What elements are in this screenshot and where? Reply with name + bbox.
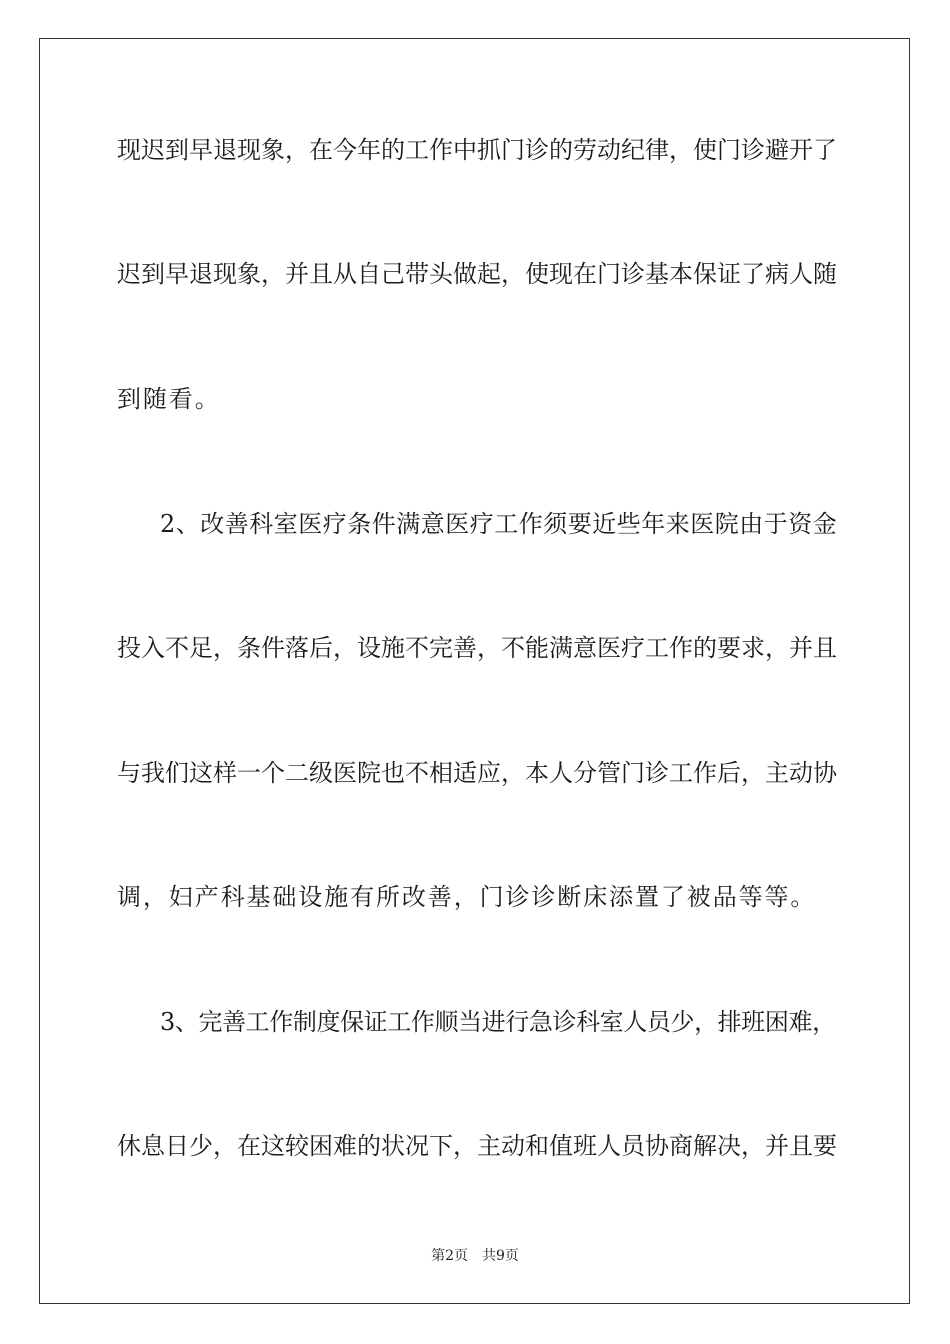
paragraph-first-line: 2、改善科室医疗条件满意医疗工作须要近些年来医院由于资金 — [160, 510, 838, 538]
text-line: 迟到早退现象，并且从自己带头做起，使现在门诊基本保证了病人随 — [117, 260, 837, 288]
text-line: 现迟到早退现象，在今年的工作中抓门诊的劳动纪律，使门诊避开了 — [117, 136, 837, 164]
text-line: 到随看。 — [117, 385, 221, 413]
page-total: 共9页 — [482, 1248, 519, 1264]
text-line: 调，妇产科基础设施有所改善，门诊诊断床添置了被品等等。 — [117, 883, 817, 911]
paragraph-first-line: 3、完善工作制度保证工作顺当进行急诊科室人员少，排班困难， — [160, 1008, 836, 1036]
page-number: 第2页 — [431, 1248, 468, 1264]
text-line: 与我们这样一个二级医院也不相适应，本人分管门诊工作后，主动协 — [117, 759, 837, 787]
text-line: 休息日少，在这较困难的状况下，主动和值班人员协商解决，并且要 — [117, 1132, 837, 1160]
page-border — [39, 38, 910, 1304]
page-footer — [0, 1246, 950, 1266]
text-line: 投入不足，条件落后，设施不完善，不能满意医疗工作的要求，并且 — [117, 634, 837, 662]
